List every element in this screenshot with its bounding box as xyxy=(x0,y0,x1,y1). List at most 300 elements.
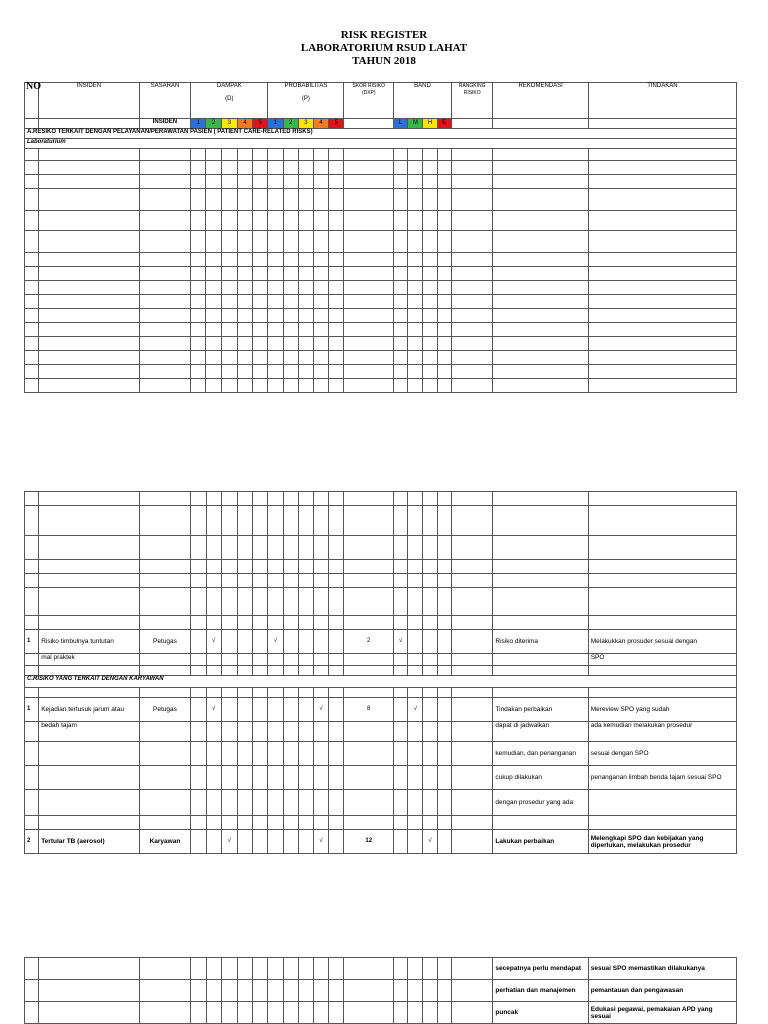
table-cell xyxy=(451,337,493,351)
table-cell xyxy=(588,536,736,560)
table-cell xyxy=(39,175,139,189)
prob-level-5: 5 xyxy=(329,119,344,129)
table-cell xyxy=(206,958,221,980)
table-cell xyxy=(139,980,191,1002)
table-cell xyxy=(206,267,221,281)
band-level-m: M xyxy=(408,119,423,129)
table-cell xyxy=(493,688,588,698)
table-cell xyxy=(253,790,268,816)
table-cell xyxy=(237,698,252,722)
table-cell xyxy=(283,790,298,816)
table-cell xyxy=(206,161,221,175)
table-cell xyxy=(313,536,328,560)
table-cell: Tertular TB (aerosol) xyxy=(39,830,139,854)
table-cell xyxy=(221,958,237,980)
table-cell xyxy=(268,698,283,722)
table-cell xyxy=(237,816,252,830)
table-cell xyxy=(253,365,268,379)
table-cell xyxy=(206,323,221,337)
table-cell xyxy=(39,688,139,698)
table-cell xyxy=(423,654,437,666)
prob-level-3: 3 xyxy=(298,119,313,129)
table-cell xyxy=(437,830,451,854)
table-cell xyxy=(237,958,252,980)
table-cell xyxy=(451,149,493,161)
table-cell xyxy=(283,630,298,654)
table-cell xyxy=(25,574,39,588)
table-row xyxy=(25,295,737,309)
register-unit: LABORATORIUM RSUD LAHAT xyxy=(300,42,468,54)
table-cell xyxy=(283,189,298,211)
table-cell xyxy=(298,365,313,379)
table-cell xyxy=(253,253,268,267)
table-cell xyxy=(268,666,283,676)
table-cell xyxy=(221,161,237,175)
table-cell xyxy=(206,295,221,309)
table-cell xyxy=(191,816,206,830)
table-cell xyxy=(344,337,394,351)
scale-row xyxy=(25,119,737,129)
table-cell xyxy=(437,688,451,698)
table-cell xyxy=(493,175,588,189)
table-cell xyxy=(268,506,283,536)
table-cell xyxy=(283,830,298,854)
table-cell xyxy=(313,980,328,1002)
table-cell xyxy=(206,337,221,351)
table-cell xyxy=(394,149,408,161)
table-cell: perhatian dan manajemen xyxy=(493,980,588,1002)
table-cell xyxy=(283,816,298,830)
table-cell xyxy=(39,980,139,1002)
table-cell xyxy=(394,365,408,379)
table-cell xyxy=(451,574,493,588)
table-cell xyxy=(206,365,221,379)
table-cell xyxy=(437,560,451,574)
table-cell xyxy=(437,253,451,267)
table-cell xyxy=(313,766,328,790)
table-cell xyxy=(253,323,268,337)
table-cell: √ xyxy=(313,698,328,722)
table-cell xyxy=(237,281,252,295)
table-cell xyxy=(25,506,39,536)
table-cell xyxy=(493,379,588,393)
table-cell xyxy=(39,161,139,175)
table-cell xyxy=(437,766,451,790)
table-cell xyxy=(451,536,493,560)
table-cell xyxy=(253,698,268,722)
table-cell xyxy=(221,351,237,365)
table-cell xyxy=(437,231,451,253)
table-cell xyxy=(329,536,344,560)
table-cell xyxy=(329,295,344,309)
table-cell xyxy=(394,980,408,1002)
table-cell xyxy=(394,351,408,365)
table-cell xyxy=(451,588,493,616)
table-cell: 1 xyxy=(25,698,39,722)
table-cell xyxy=(191,231,206,253)
table-cell xyxy=(191,574,206,588)
table-cell xyxy=(283,506,298,536)
table-cell xyxy=(268,149,283,161)
table-row xyxy=(25,337,737,351)
table-cell xyxy=(423,337,437,351)
table-cell xyxy=(253,588,268,616)
table-cell xyxy=(221,379,237,393)
table-row xyxy=(25,688,737,698)
table-cell xyxy=(394,189,408,211)
table-cell xyxy=(298,816,313,830)
table-cell xyxy=(344,309,394,323)
table-cell xyxy=(268,790,283,816)
table-cell xyxy=(493,295,588,309)
table-cell xyxy=(139,616,191,630)
table-cell xyxy=(408,654,423,666)
table-cell xyxy=(451,365,493,379)
table-cell xyxy=(451,790,493,816)
table-cell xyxy=(394,323,408,337)
table-cell xyxy=(344,958,394,980)
table-cell xyxy=(344,616,394,630)
table-cell xyxy=(221,323,237,337)
table-cell xyxy=(253,980,268,1002)
table-cell xyxy=(283,365,298,379)
table-cell xyxy=(206,688,221,698)
table-cell xyxy=(298,281,313,295)
table-cell xyxy=(344,295,394,309)
table-cell xyxy=(237,161,252,175)
table-cell xyxy=(394,267,408,281)
table-cell xyxy=(206,830,221,854)
table-cell xyxy=(423,958,437,980)
table-cell xyxy=(313,630,328,654)
table-cell xyxy=(423,189,437,211)
table-cell xyxy=(237,175,252,189)
table-cell xyxy=(139,161,191,175)
table-cell xyxy=(253,281,268,295)
table-cell xyxy=(191,630,206,654)
dampak-label: DAMPAK xyxy=(216,83,242,89)
table-cell: pemantauan dan pengawasan xyxy=(588,980,736,1002)
table-cell xyxy=(451,211,493,231)
table-cell xyxy=(451,309,493,323)
table-cell xyxy=(25,790,39,816)
table-row xyxy=(25,980,737,1002)
table-cell xyxy=(437,211,451,231)
table-row xyxy=(25,560,737,574)
table-row xyxy=(25,588,737,616)
table-cell xyxy=(191,830,206,854)
table-cell xyxy=(221,560,237,574)
table-cell xyxy=(344,1002,394,1024)
table-cell xyxy=(437,379,451,393)
table-cell xyxy=(139,506,191,536)
table-cell xyxy=(451,281,493,295)
table-cell xyxy=(237,365,252,379)
table-cell xyxy=(39,560,139,574)
table-cell xyxy=(437,616,451,630)
table-cell xyxy=(253,189,268,211)
table-cell xyxy=(588,337,736,351)
table-cell xyxy=(283,742,298,766)
table-cell xyxy=(253,149,268,161)
table-cell xyxy=(408,351,423,365)
table-cell: ada kemudian melakukan prosedur xyxy=(588,722,736,742)
table-cell: √ xyxy=(394,630,408,654)
table-cell xyxy=(39,295,139,309)
table-cell xyxy=(191,267,206,281)
table-cell xyxy=(408,295,423,309)
table-cell xyxy=(451,119,493,129)
table-cell xyxy=(313,790,328,816)
table-cell xyxy=(283,351,298,365)
table-cell xyxy=(394,309,408,323)
table-row xyxy=(25,253,737,267)
table-cell: Edukasi pegawai, pemakaian APD yang sesuai xyxy=(588,1002,736,1024)
table-cell xyxy=(268,253,283,267)
table-row xyxy=(25,830,737,854)
prob-level-1: 1 xyxy=(268,119,283,129)
table-cell: dengan prosedur yang ada xyxy=(493,790,588,816)
table-cell xyxy=(344,722,394,742)
prob-level-4: 4 xyxy=(313,119,328,129)
table-cell xyxy=(39,958,139,980)
table-cell xyxy=(139,742,191,766)
table-cell xyxy=(237,560,252,574)
table-cell xyxy=(329,688,344,698)
table-cell xyxy=(206,253,221,267)
table-cell xyxy=(298,231,313,253)
table-cell xyxy=(268,766,283,790)
table-cell xyxy=(408,830,423,854)
table-cell xyxy=(313,281,328,295)
table-row xyxy=(25,958,737,980)
table-cell xyxy=(298,506,313,536)
table-cell: kemudian, dan penanganan xyxy=(493,742,588,766)
table-cell xyxy=(298,790,313,816)
table-cell: √ xyxy=(423,830,437,854)
table-cell xyxy=(221,337,237,351)
table-cell xyxy=(329,766,344,790)
table-cell xyxy=(329,630,344,654)
table-cell xyxy=(221,588,237,616)
table-cell xyxy=(394,161,408,175)
table-cell xyxy=(39,536,139,560)
table-cell xyxy=(451,1002,493,1024)
table-cell: dapat di jadwalkan xyxy=(493,722,588,742)
table-cell xyxy=(253,1002,268,1024)
table-row xyxy=(25,309,737,323)
table-cell xyxy=(25,211,39,231)
table-cell xyxy=(493,365,588,379)
table-cell xyxy=(237,766,252,790)
table-cell xyxy=(237,506,252,536)
table-cell xyxy=(313,654,328,666)
table-cell xyxy=(283,560,298,574)
table-cell xyxy=(283,616,298,630)
table-cell xyxy=(394,536,408,560)
table-cell xyxy=(423,267,437,281)
table-cell xyxy=(25,688,39,698)
table-cell xyxy=(493,211,588,231)
band-level-l: L xyxy=(394,119,408,129)
table-cell xyxy=(451,560,493,574)
table-cell xyxy=(313,161,328,175)
table-cell xyxy=(394,211,408,231)
table-cell xyxy=(329,492,344,506)
table-cell xyxy=(394,816,408,830)
table-cell xyxy=(451,506,493,536)
table-cell xyxy=(298,337,313,351)
risk-register-table xyxy=(24,82,737,393)
table-cell xyxy=(283,698,298,722)
table-cell: Kejadian tertusuk jarum atau xyxy=(39,698,139,722)
table-cell xyxy=(408,309,423,323)
table-cell xyxy=(139,379,191,393)
table-cell xyxy=(237,309,252,323)
table-cell xyxy=(39,211,139,231)
table-cell: penanganan limbah benda tajam sesuai SPO xyxy=(588,766,736,790)
table-cell xyxy=(139,323,191,337)
table-cell xyxy=(206,722,221,742)
table-cell xyxy=(344,560,394,574)
col-dampak xyxy=(191,83,268,119)
table-cell xyxy=(25,323,39,337)
table-cell xyxy=(39,337,139,351)
table-cell xyxy=(191,253,206,267)
table-cell: mal praktek xyxy=(39,654,139,666)
table-cell xyxy=(221,295,237,309)
table-cell xyxy=(283,492,298,506)
table-row xyxy=(25,654,737,666)
table-cell xyxy=(408,722,423,742)
table-cell xyxy=(253,309,268,323)
table-cell xyxy=(423,766,437,790)
table-cell xyxy=(191,616,206,630)
table-cell xyxy=(437,958,451,980)
table-cell xyxy=(253,175,268,189)
table-cell xyxy=(253,267,268,281)
table-cell xyxy=(39,506,139,536)
dampak-level-2: 2 xyxy=(206,119,221,129)
table-cell xyxy=(253,231,268,253)
table-cell xyxy=(408,588,423,616)
table-cell xyxy=(344,351,394,365)
table-cell: Karyawan xyxy=(139,830,191,854)
table-cell xyxy=(39,309,139,323)
scale-insiden-label: INSIDEN xyxy=(139,119,191,129)
table-cell xyxy=(423,379,437,393)
table-cell xyxy=(408,616,423,630)
table-cell xyxy=(25,654,39,666)
table-cell xyxy=(206,1002,221,1024)
table-row xyxy=(25,616,737,630)
table-cell xyxy=(139,189,191,211)
table-cell xyxy=(25,337,39,351)
table-cell xyxy=(191,560,206,574)
table-cell xyxy=(39,379,139,393)
table-cell xyxy=(313,351,328,365)
register-title: RISK REGISTER xyxy=(340,29,428,41)
table-cell xyxy=(39,790,139,816)
table-cell xyxy=(283,253,298,267)
table-cell xyxy=(139,295,191,309)
table-cell xyxy=(329,958,344,980)
table-cell xyxy=(139,536,191,560)
table-cell xyxy=(394,1002,408,1024)
table-cell xyxy=(493,654,588,666)
table-cell xyxy=(206,560,221,574)
table-cell xyxy=(588,351,736,365)
table-cell xyxy=(253,574,268,588)
table-cell xyxy=(206,309,221,323)
table-cell xyxy=(139,492,191,506)
table-cell xyxy=(344,574,394,588)
table-cell xyxy=(344,253,394,267)
table-cell xyxy=(237,830,252,854)
table-cell: √ xyxy=(221,830,237,854)
table-cell xyxy=(344,231,394,253)
table-cell xyxy=(298,149,313,161)
table-row xyxy=(25,666,737,676)
table-cell xyxy=(206,790,221,816)
table-cell xyxy=(437,654,451,666)
table-cell xyxy=(437,536,451,560)
section-a-sub-row xyxy=(25,139,737,149)
table-cell xyxy=(493,189,588,211)
table-cell xyxy=(329,161,344,175)
table-cell xyxy=(253,337,268,351)
table-cell xyxy=(423,560,437,574)
table-cell xyxy=(298,766,313,790)
table-cell xyxy=(298,492,313,506)
table-cell xyxy=(493,323,588,337)
table-cell xyxy=(394,958,408,980)
table-cell xyxy=(313,616,328,630)
table-cell xyxy=(423,253,437,267)
section-a-title: A.RESIKO TERKAIT DENGAN PELAYANAN/PERAWATAN PASIEN ( PATIENT CARE-RELATED RISKS) xyxy=(25,129,737,139)
table-cell xyxy=(408,766,423,790)
table-cell xyxy=(313,309,328,323)
col-rekomendasi: REKOMENDASI xyxy=(493,83,588,119)
table-cell xyxy=(298,980,313,1002)
table-cell xyxy=(191,323,206,337)
table-cell xyxy=(588,211,736,231)
table-row xyxy=(25,630,737,654)
table-row xyxy=(25,231,737,253)
table-cell xyxy=(313,742,328,766)
table-cell xyxy=(206,149,221,161)
table-cell xyxy=(344,816,394,830)
table-cell xyxy=(206,536,221,560)
table-cell xyxy=(25,281,39,295)
table-cell xyxy=(191,295,206,309)
table-cell xyxy=(588,323,736,337)
table-cell xyxy=(588,688,736,698)
table-cell xyxy=(25,351,39,365)
table-cell xyxy=(451,688,493,698)
table-cell xyxy=(25,267,39,281)
table-cell xyxy=(283,958,298,980)
table-cell xyxy=(191,790,206,816)
table-cell xyxy=(237,323,252,337)
table-cell xyxy=(451,231,493,253)
table-cell xyxy=(206,506,221,536)
table-cell xyxy=(588,379,736,393)
table-cell xyxy=(298,616,313,630)
table-cell xyxy=(206,281,221,295)
table-cell xyxy=(191,211,206,231)
table-cell xyxy=(329,365,344,379)
